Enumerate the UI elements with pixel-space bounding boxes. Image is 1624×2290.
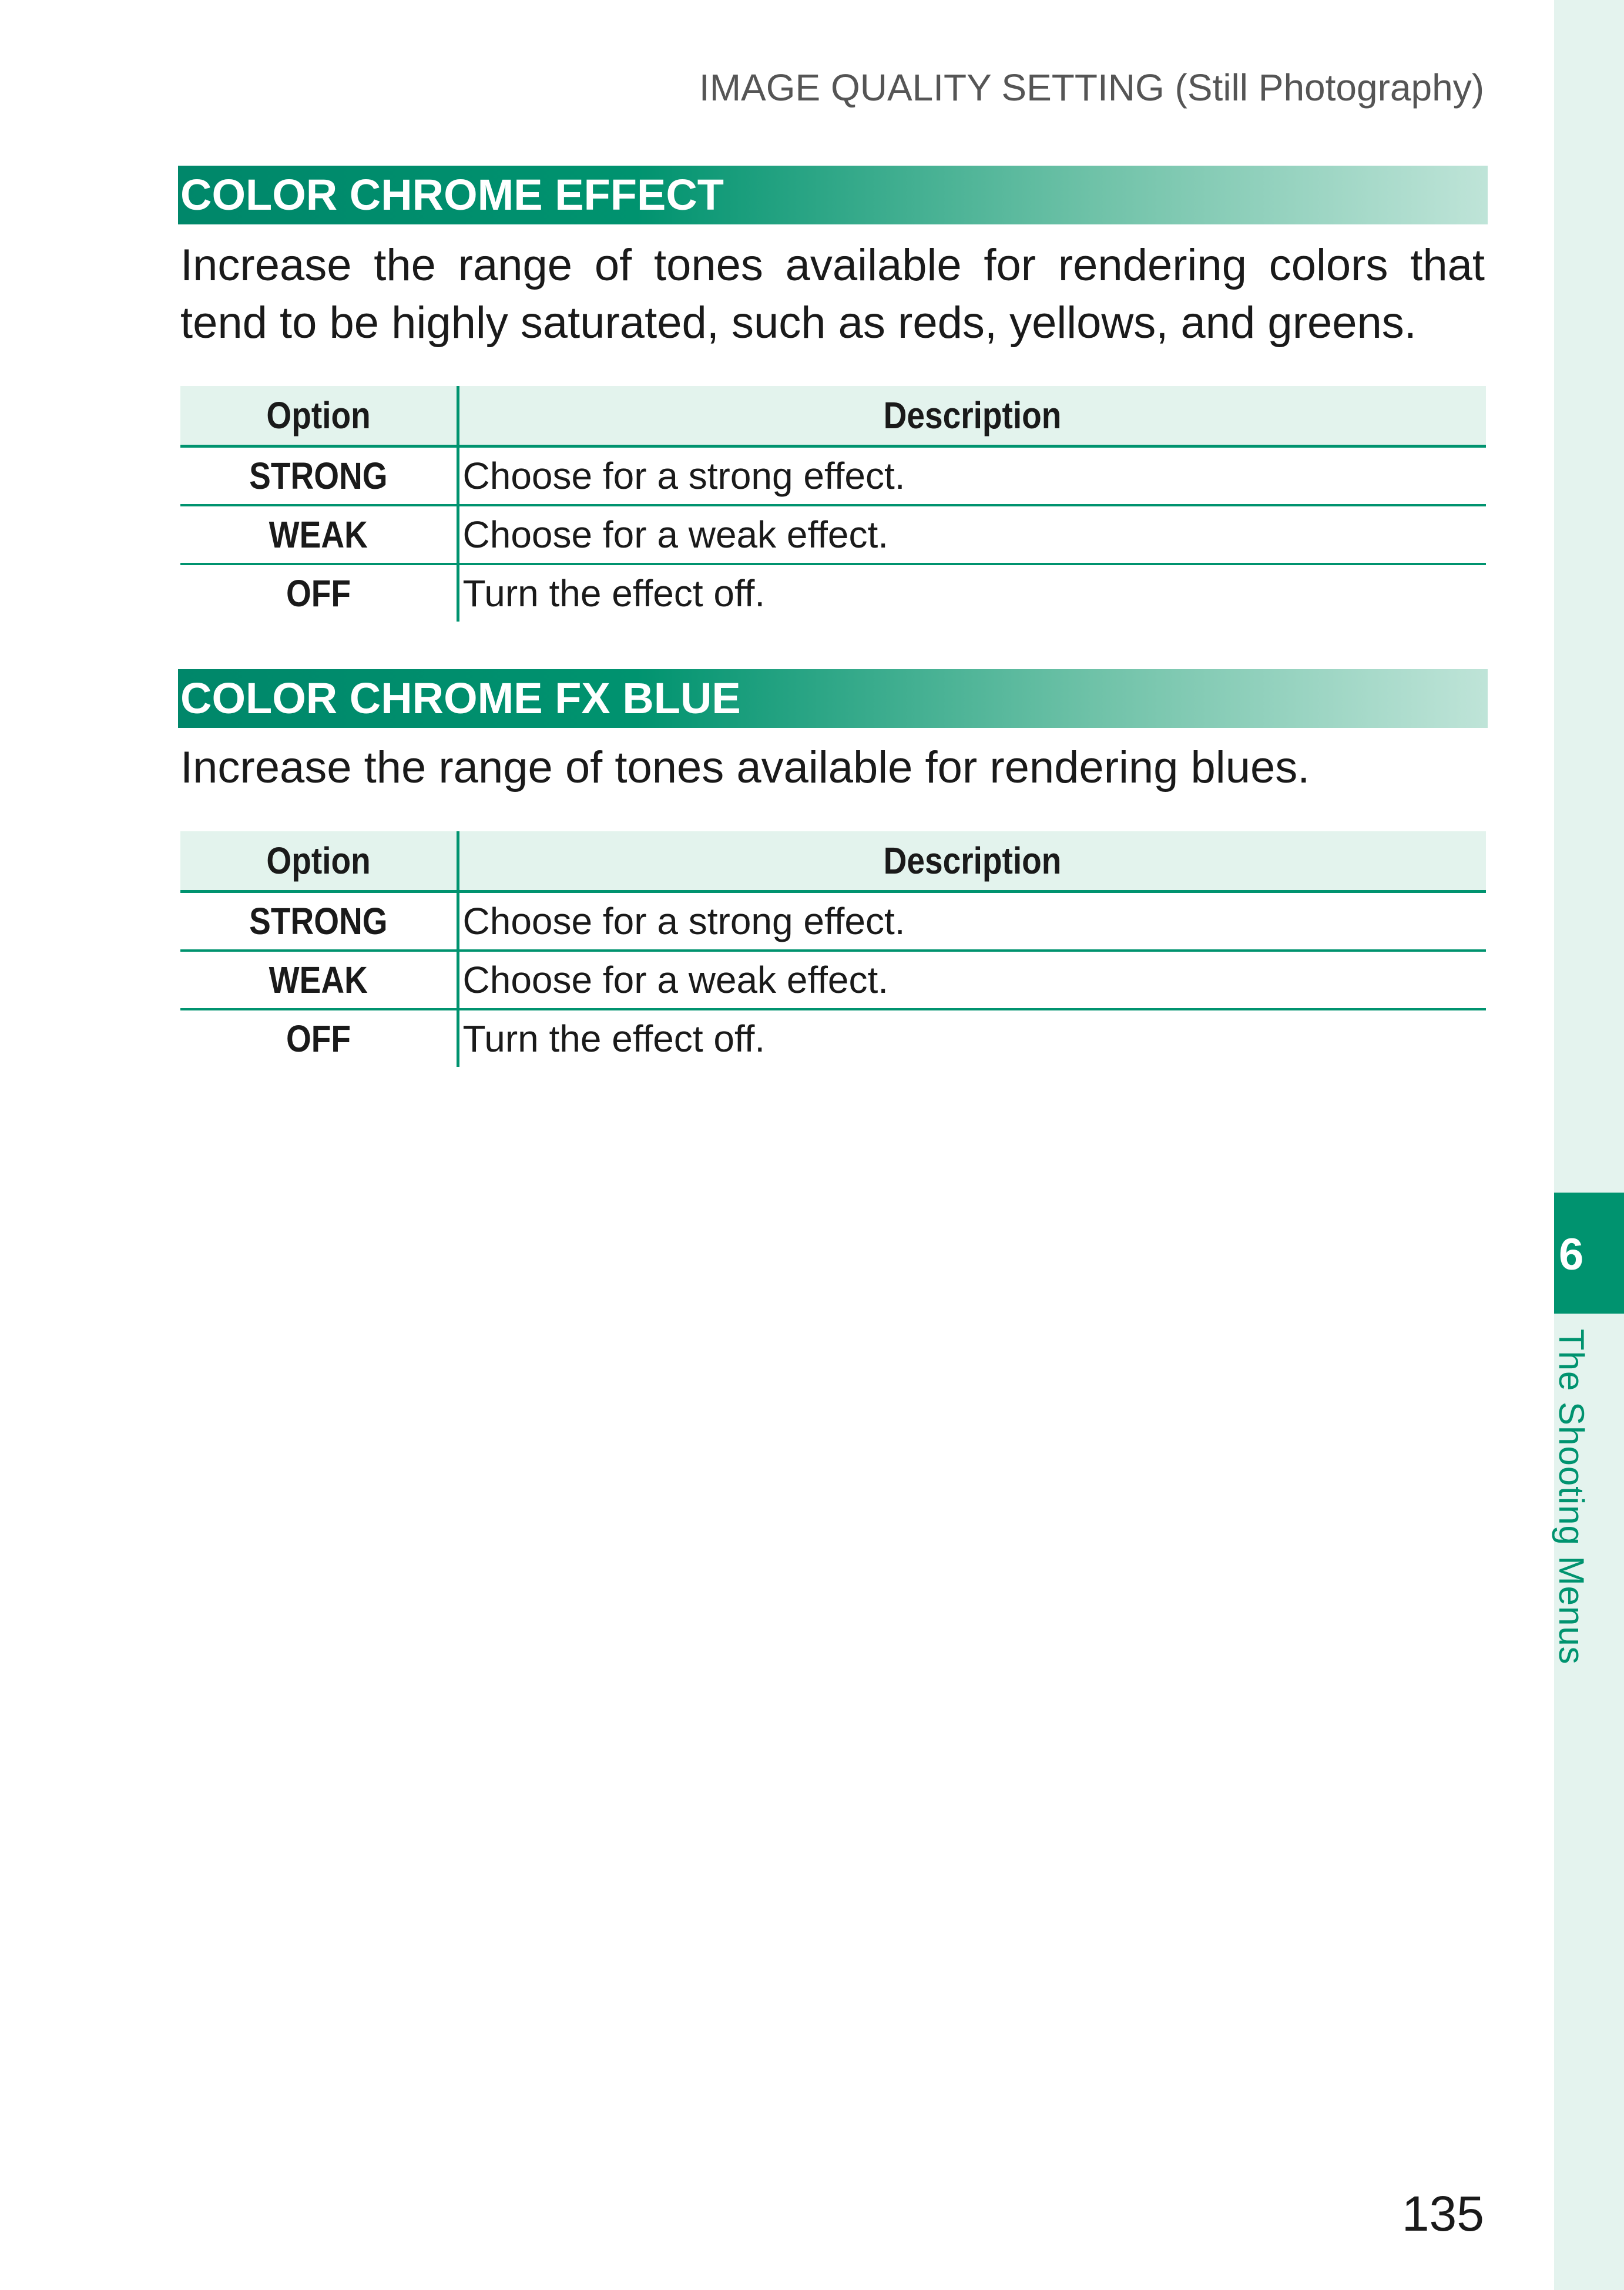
section-heading-color-chrome-effect: COLOR CHROME EFFECT bbox=[178, 166, 1488, 224]
column-header-description: Description bbox=[458, 831, 1486, 892]
table-header-row bbox=[180, 386, 1486, 446]
section-heading-color-chrome-fx-blue: COLOR CHROME FX BLUE bbox=[178, 669, 1488, 728]
option-cell: WEAK bbox=[180, 505, 458, 564]
description-cell: Choose for a strong effect. bbox=[458, 892, 1486, 951]
column-header-option: Option bbox=[180, 386, 458, 446]
options-table-color-chrome-effect bbox=[180, 386, 1486, 622]
option-cell: STRONG bbox=[180, 892, 458, 951]
table-row bbox=[180, 951, 1486, 1009]
running-header: IMAGE QUALITY SETTING (Still Photography) bbox=[699, 66, 1484, 109]
table-row bbox=[180, 1009, 1486, 1067]
description-cell: Choose for a strong effect. bbox=[458, 446, 1486, 506]
section-intro-color-chrome-fx-blue: Increase the range of tones available for rendering blues. bbox=[180, 743, 1310, 793]
description-cell: Turn the effect off. bbox=[462, 1018, 766, 1060]
chapter-number-tab: 6 bbox=[1554, 1193, 1624, 1314]
table-row bbox=[180, 564, 1486, 622]
page-number: 135 bbox=[1401, 2186, 1484, 2241]
option-cell: OFF bbox=[180, 564, 458, 622]
option-cell: OFF bbox=[180, 1009, 458, 1067]
table-row bbox=[180, 505, 1486, 564]
column-header-description: Description bbox=[458, 386, 1486, 446]
chapter-side-tab bbox=[1554, 0, 1624, 2290]
option-cell: STRONG bbox=[180, 446, 458, 506]
chapter-title: The Shooting Menus bbox=[1552, 1329, 1591, 1665]
column-header-option: Option bbox=[180, 831, 458, 892]
section-intro-color-chrome-effect: Increase the range of tones available for rendering colors that tend to be highly saturated, such as reds, yellows, and greens. bbox=[180, 240, 1485, 348]
description-cell: Choose for a weak effect. bbox=[458, 951, 1486, 1009]
options-table-color-chrome-fx-blue bbox=[180, 831, 1486, 1067]
description-cell: Turn the effect off. bbox=[462, 572, 766, 615]
table-row bbox=[180, 892, 1486, 951]
description-cell: Choose for a weak effect. bbox=[458, 505, 1486, 564]
table-row bbox=[180, 446, 1486, 506]
option-cell: WEAK bbox=[180, 951, 458, 1009]
table-header-row bbox=[180, 831, 1486, 892]
